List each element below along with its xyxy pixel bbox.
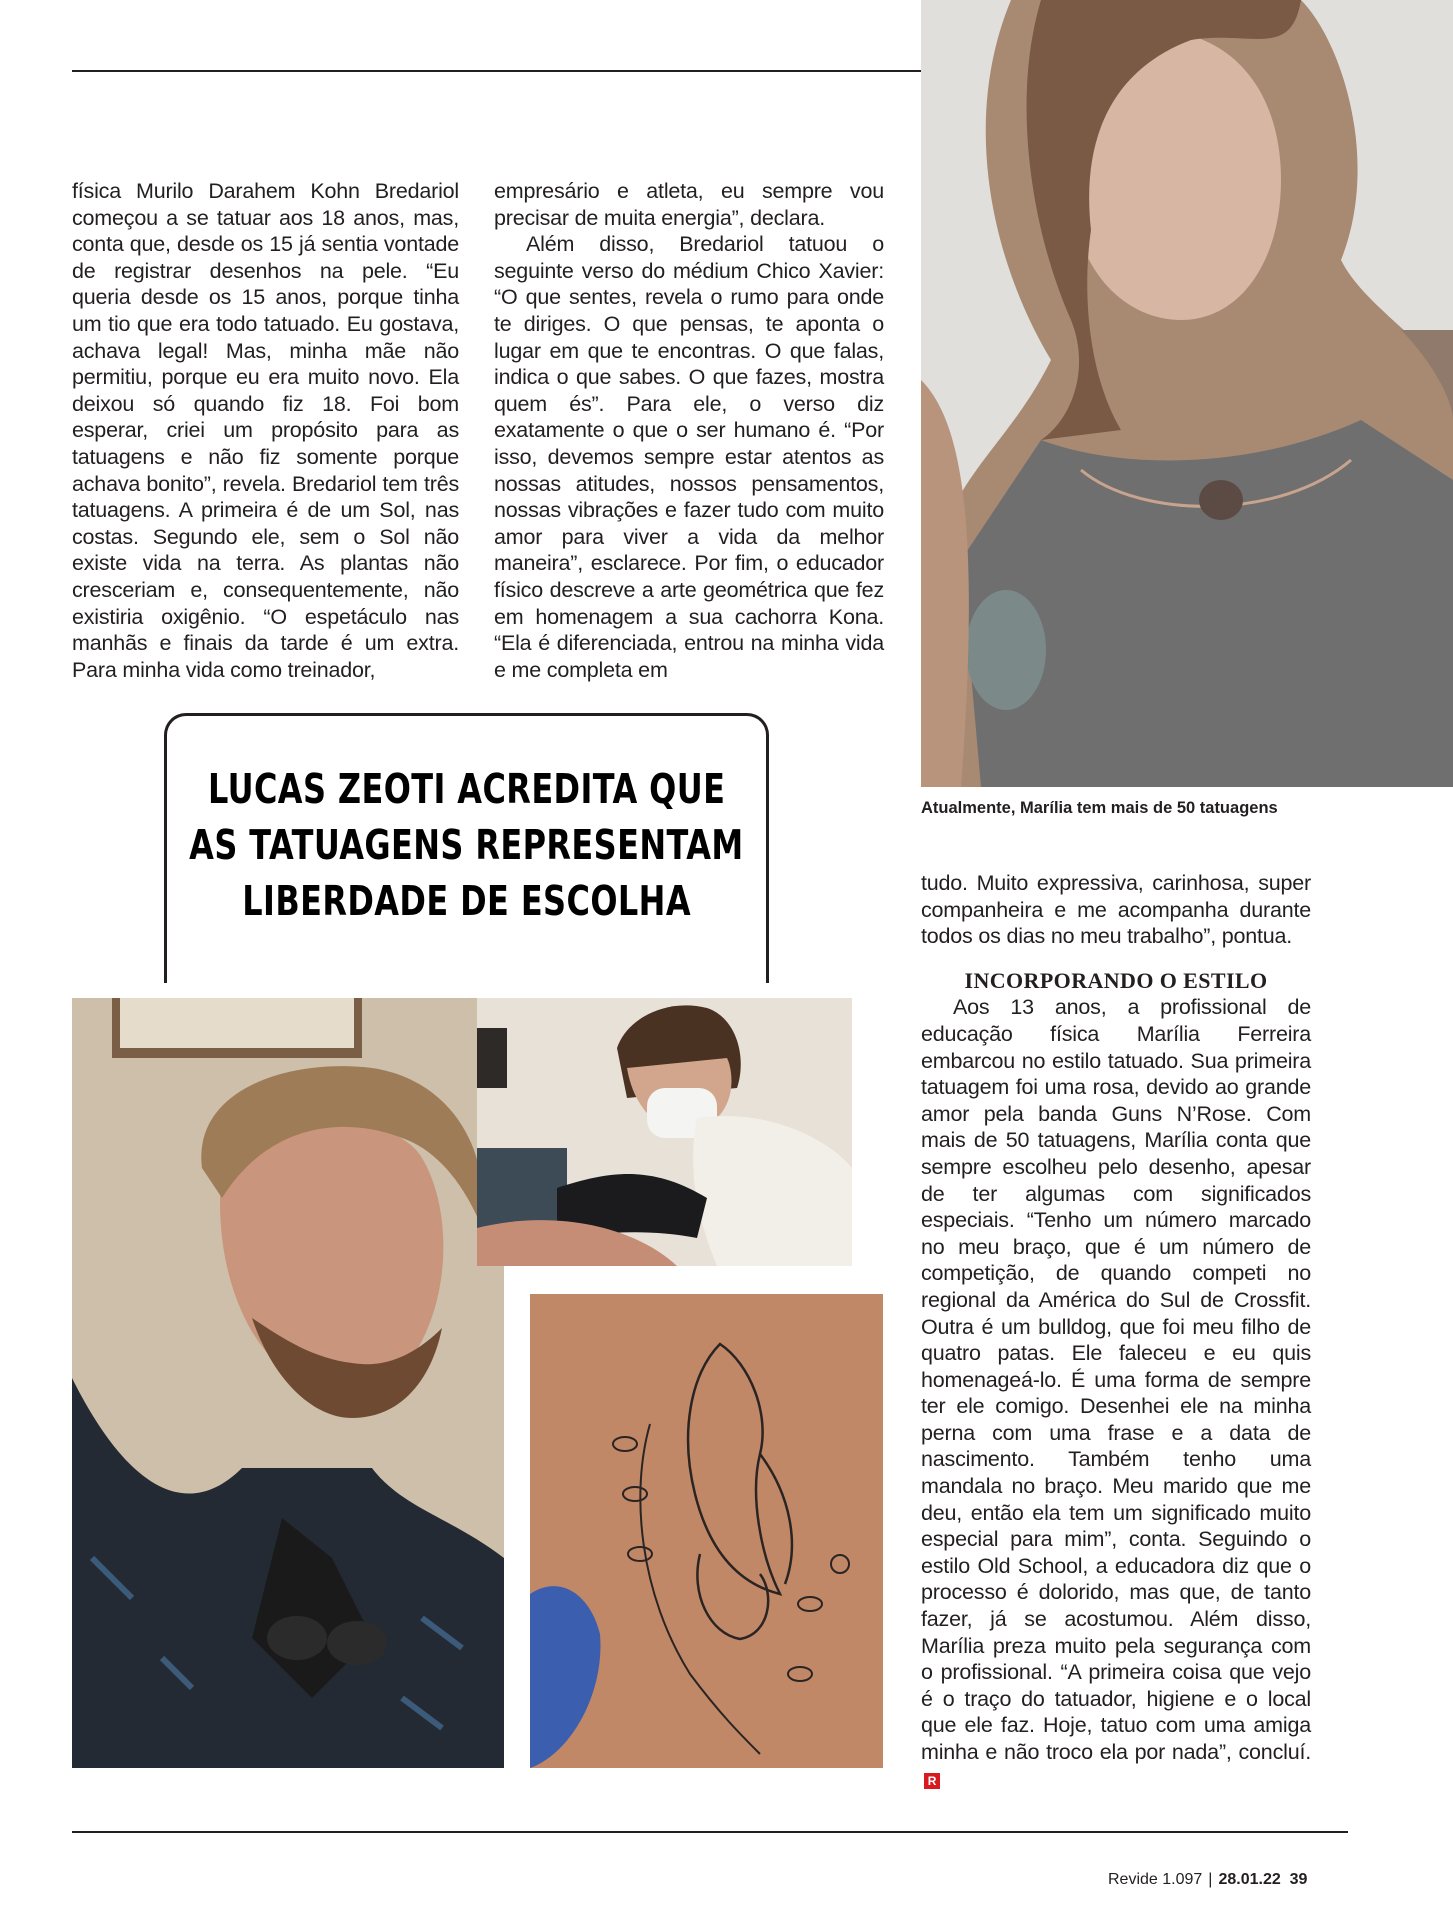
folio-separator: | <box>1208 1871 1213 1888</box>
photo-caption: Atualmente, Marília tem mais de 50 tatuagens <box>921 799 1278 817</box>
col3-paragraph-text: Aos 13 anos, a profissional de educação física Marília Ferreira embarcou no estilo tatuado. Sua primeira tatuagem foi uma rosa, devido ao grande amor pela banda Guns N’Rose. Com mais de 50 tatuagens, Marília conta que sempre escolheu pelo desenho, apesar de ter algumas com significados especiais. “Tenho um número marcado no meu braço, que é um número de competição, de quando competi no regional da América do Sul de Crossfit. Outra é um bulldog, que foi meu filho de quatro patas. Ele faleceu e eu quis homenageá-lo. É uma forma de sempre ter ele comigo. Desenhei ele na minha perna com uma frase e a data de nascimento. Também tenho uma mandala no braço. Meu marido que me deu, então ela tem um significado muito especial para mim”, conta. Seguindo o estilo Old School, a educadora diz que o processo é dolorido, mas que, de tanto fazer, já se acostumou. Além disso, Marília preza muito pela segurança com o profissional. “A primeira coisa que vejo é o traço do tatuador, higiene e o local que ele faz. Hoje, tatuo com uma amiga minha e não troco ela por nada”, concluí. <box>921 995 1311 1764</box>
lioness-tattoo-photo <box>530 1294 883 1768</box>
top-rule <box>72 70 922 72</box>
section-subhead: INCORPORANDO O ESTILO <box>964 967 1268 993</box>
col1-paragraph: física Murilo Darahem Kohn Bredariol começou a se tatuar aos 18 anos, mas, conta que, desde os 15 já sentia vontade de registrar desenhos na pele. “Eu queria desde os 15 anos, porque tinha um tio que era todo tatuado. Eu gostava, achava legal! Mas, minha mãe não permitiu, porque eu era muito novo. Ela deixou só quando fiz 18. Foi bom esperar, criei um propósito para as tatuagens e não fiz somente porque achava bonito”, revela. Bredariol tem três tatuagens. A primeira é de um Sol, nas costas. Segundo ele, sem o Sol não existe vida na terra. As plantas não cresceriam e, consequentemente, não existiria oxigênio. “O espetáculo nas manhãs e finais da tarde é um extra. Para minha vida como treinador, <box>72 179 459 682</box>
revide-end-mark-icon: R <box>924 1773 940 1789</box>
folio-page-number: 39 <box>1289 1871 1308 1888</box>
folio-date: 28.01.22 <box>1218 1871 1281 1888</box>
col2-paragraph: Além disso, Bredariol tatuou o seguinte verso do médium Chico Xavier: “O que sentes, revela o rumo para onde te diriges. O que pensas, te aponta o lugar em que te encontras. O que falas, indica o que sabes. O que fazes, mostra quem és”. Para ele, o verso diz exatamente o que o ser humano é. “Por isso, devemos sempre estar atentos as nossas atitudes, nossos pensamentos, nossas vibrações e fazer tudo com muito amor para viver a vida da melhor maneira”, esclarece. Por fim, o educador físico descreve a arte geométrica que fez em homenagem a sua cachorra Kona. “Ela é diferenciada, entrou na minha vida e me completa em <box>494 232 884 682</box>
folio-publication: Revide 1.097 <box>1108 1871 1203 1888</box>
paragraph-spacer <box>921 950 1311 968</box>
marilia-portrait-photo <box>921 0 1453 787</box>
pull-quote-box <box>164 713 769 983</box>
pull-quote-line: LUCAS ZEOTI ACREDITA QUE <box>207 764 726 813</box>
page-folio <box>1108 1871 1307 1889</box>
lucas-selfie-photo <box>72 998 504 1768</box>
article-column-3 <box>921 870 1311 1792</box>
article-column-2 <box>494 178 884 683</box>
pull-quote-line: AS TATUAGENS REPRESENTAM <box>189 820 744 869</box>
bottom-rule <box>72 1831 1348 1833</box>
article-column-1 <box>72 178 459 683</box>
col3-paragraph: tudo. Muito expressiva, carinhosa, super companheira e me acompanha durante todos os dias no meu trabalho”, pontua. <box>921 871 1311 949</box>
col3-paragraph <box>921 994 1311 1792</box>
col2-paragraph: empresário e atleta, eu sempre vou precisar de muita energia”, declara. <box>494 179 884 230</box>
tattoo-artist-photo <box>477 998 852 1266</box>
pull-quote-line: LIBERDADE DE ESCOLHA <box>242 876 691 925</box>
